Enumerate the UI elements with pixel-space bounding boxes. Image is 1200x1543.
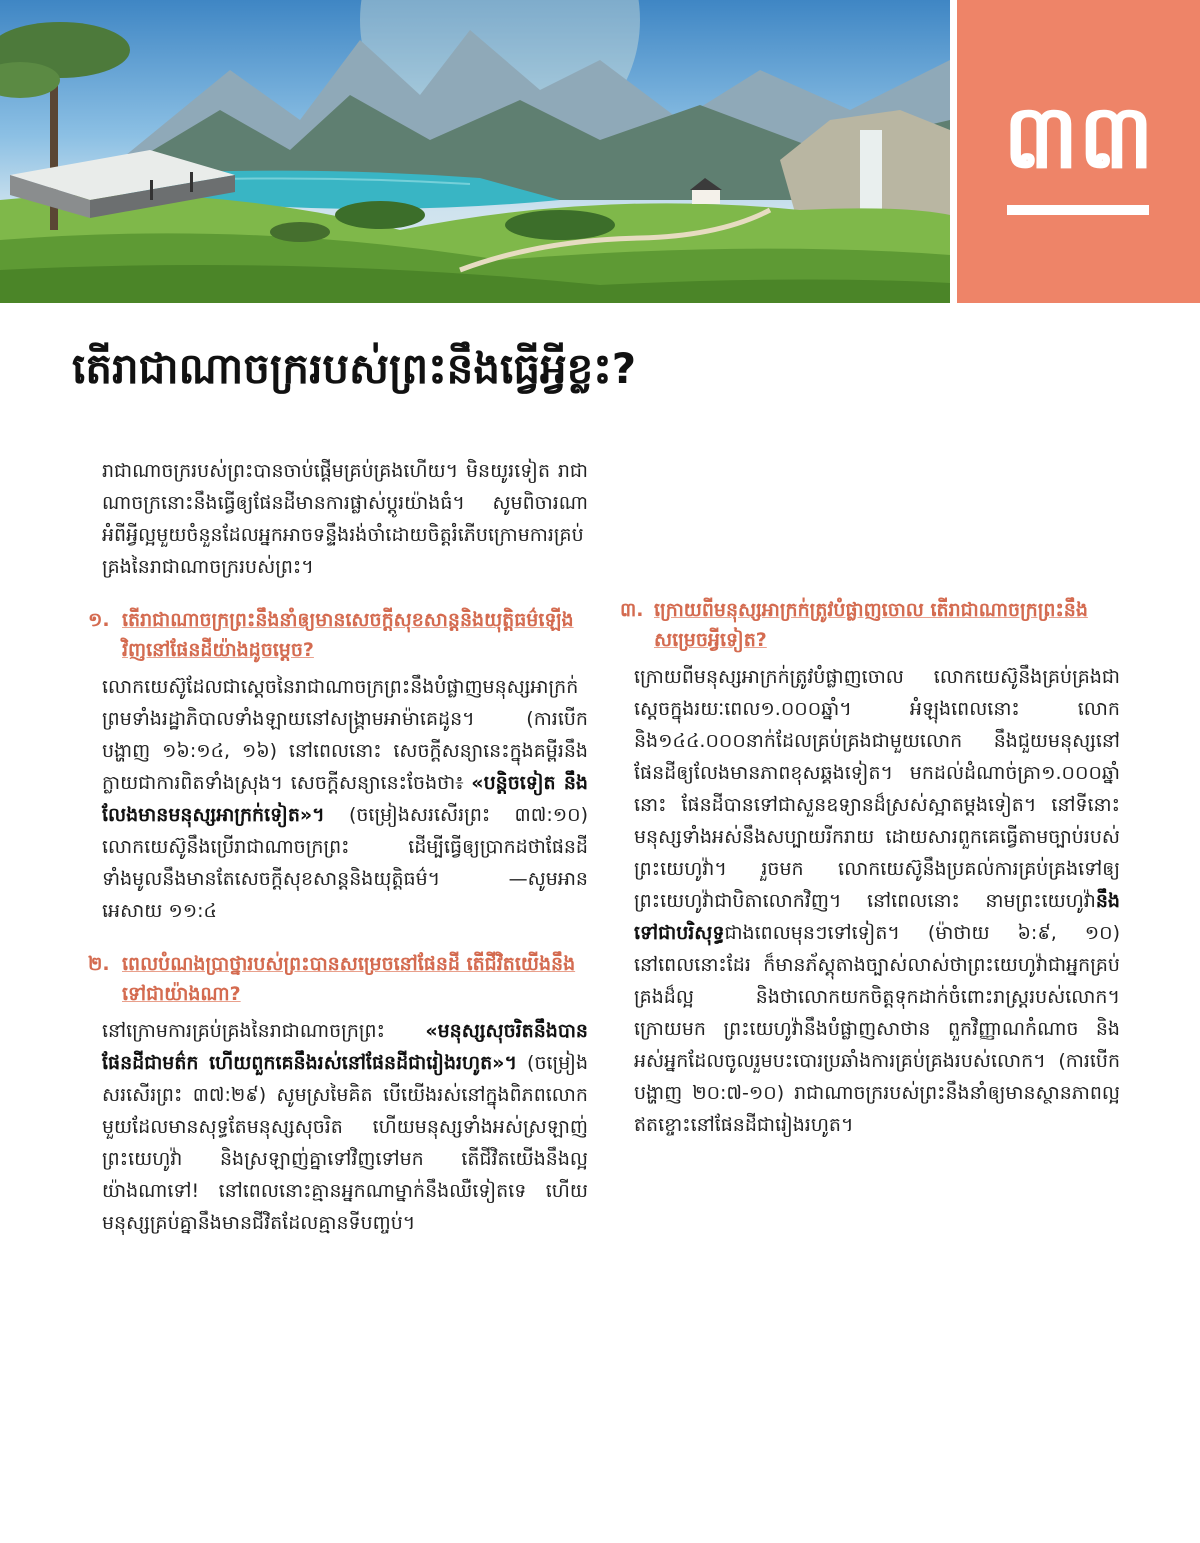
answer-3-text-a: ក្រោយពីមនុស្សអាក្រក់ត្រូវបំផ្លាញចោល លោកយេស៊ូនឹងគ្រប់គ្រងជាស្ដេចក្នុងរយៈពេល១.០០០ឆ្នាំ។ អំឡុងពេលនោះ លោកនិង១៤៤.០០០នាក់ដែលគ្រប់គ្រងជាមួយលោក នឹងជួយមនុស្សនៅផែនដីឲ្យលែងមានភាពខុសឆ្គងទៀត។ មកដល់ដំណាច់គ្រា១.០០០ឆ្នាំនោះ ផែនដីបានទៅជាសួនឧទ្យានដ៏ស្រស់ស្អាតម្ដងទៀត។ នៅទីនោះមនុស្សទាំងអស់នឹងសប្បាយរីករាយ ដោយសារពួកគេធ្វើតាមច្បាប់របស់ព្រះយេហូវ៉ា។ រួចមក លោកយេស៊ូនឹងប្រគល់ការគ្រប់គ្រងទៅឲ្យព្រះយេហូវ៉ាជាបិតាលោកវិញ។ នៅពេលនោះ នាមព្រះយេហូវ៉ា	[634, 666, 1120, 912]
badge-underline	[1007, 205, 1149, 215]
right-column	[620, 455, 1120, 1141]
question-2-title: ពេលបំណងប្រាថ្នារបស់ព្រះបានសម្រេចនៅផែនដី តើជីវិតយើងនឹងទៅជាយ៉ាងណា?	[122, 953, 576, 1005]
hero-landscape-image	[0, 0, 950, 303]
question-2-heading	[88, 949, 588, 1009]
question-3-title: ក្រោយពីមនុស្សអាក្រក់ត្រូវបំផ្លាញចោល តើរាជាណាចក្រព្រះនឹងសម្រេចអ្វីទៀត?	[654, 599, 1088, 651]
answer-1-text-a: លោកយេស៊ូដែលជាស្ដេចនៃរាជាណាចក្រព្រះនឹងបំផ្លាញមនុស្សអាក្រក់ ព្រមទាំងរដ្ឋាភិបាលទាំងឡាយនៅសង្គ្រាមអាម៉ាគេដូន។ (ការបើកបង្ហាញ ១៦:១៤, ១៦) នៅពេលនោះ សេចក្ដីសន្យានេះក្នុងគម្ពីរនឹងក្លាយជាការពិតទាំងស្រុង។ សេចក្ដីសន្យានេះចែងថា៖	[102, 676, 588, 794]
answer-2-paragraph	[88, 1015, 588, 1239]
page-title: តើរាជាណាចក្ររបស់ព្រះនឹងធ្វើអ្វីខ្លះ?	[72, 344, 637, 393]
question-1-number: ១.	[88, 609, 110, 631]
answer-1-text-b: (ចម្រៀងសរសើរព្រះ ៣៧:១០) លោកយេស៊ូនឹងប្រើរាជាណាចក្រព្រះ ដើម្បីធ្វើឲ្យប្រាកដថាផែនដីទាំងមូលនឹងមានតែសេចក្ដីសុខសាន្តនិងយុត្តិធម៌។ —សូមអាន អេសាយ ១១:៤	[102, 804, 588, 922]
answer-3-paragraph	[620, 661, 1120, 1141]
intro-paragraph: រាជាណាចក្ររបស់ព្រះបានចាប់ផ្ដើមគ្រប់គ្រងហើយ។ មិនយូរទៀត រាជាណាចក្រនោះនឹងធ្វើឲ្យផែនដីមានការផ្លាស់ប្ដូរយ៉ាងធំ។ សូមពិចារណាអំពីអ្វីល្អមួយចំនួនដែលអ្នកអាចទន្ទឹងរង់ចាំដោយចិត្តរំភើបក្រោមការគ្រប់គ្រងនៃរាជាណាចក្ររបស់ព្រះ។	[102, 460, 588, 578]
lesson-number-badge	[957, 0, 1200, 303]
answer-2-text-b: (ចម្រៀងសរសើរព្រះ ៣៧:២៩) សូមស្រមៃគិត បើយើងរស់នៅក្នុងពិភពលោកមួយដែលមានសុទ្ធតែមនុស្សសុចរិត ហើយមនុស្សទាំងអស់ស្រឡាញ់ព្រះយេហូវ៉ា និងស្រឡាញ់គ្នាទៅវិញទៅមក តើជីវិតយើងនឹងល្អយ៉ាងណាទៅ! នៅពេលនោះគ្មានអ្នកណាម្នាក់នឹងឈឺទៀតទេ ហើយមនុស្សគ្រប់គ្នានឹងមានជីវិតដែលគ្មានទីបញ្ចប់។	[102, 1052, 588, 1234]
question-3-number: ៣.	[620, 599, 644, 621]
question-2-number: ២.	[88, 953, 110, 975]
lesson-number: ៣៣	[1003, 84, 1154, 188]
landscape-illustration	[0, 0, 950, 303]
answer-3-emphasis: នឹងទៅជាបរិសុទ្ធ	[634, 890, 1120, 944]
left-column	[88, 455, 588, 1239]
answer-1-quote: «បន្តិចទៀត នឹងលែងមានមនុស្សអាក្រក់ទៀត»។	[102, 772, 588, 826]
answer-1-paragraph	[88, 671, 588, 927]
question-1-heading	[88, 605, 588, 665]
answer-2-text-a: នៅក្រោមការគ្រប់គ្រងនៃរាជាណាចក្រព្រះ	[102, 1020, 426, 1042]
answer-2-quote: «មនុស្សសុចរិតនឹងបានផែនដីជាមត៌ក ហើយពួកគេនឹងរស់នៅផែនដីជារៀងរហូត»។	[102, 1020, 588, 1074]
answer-3-text-b: ជាងពេលមុនៗទៅទៀត។ (ម៉ាថាយ ៦:៩, ១០) នៅពេលនោះដែរ ក៏មានភ័ស្តុតាងច្បាស់លាស់ថាព្រះយេហូវ៉ាជាអ្នកគ្រប់គ្រងដ៏ល្អ និងថាលោកយកចិត្តទុកដាក់ចំពោះរាស្ត្ររបស់លោក។ ក្រោយមក ព្រះយេហូវ៉ានឹងបំផ្លាញសាថាន ពួកវិញ្ញាណកំណាច និងអស់អ្នកដែលចូលរួមបះបោរប្រឆាំងការគ្រប់គ្រងរបស់លោក។ (ការបើកបង្ហាញ ២០:៧-១០) រាជាណាចក្ររបស់ព្រះនឹងនាំឲ្យមានស្ថានភាពល្អឥតខ្ចោះនៅផែនដីជារៀងរហូត។	[634, 922, 1120, 1136]
question-1-title: តើរាជាណាចក្រព្រះនឹងនាំឲ្យមានសេចក្ដីសុខសាន្តនិងយុត្តិធម៌ឡើងវិញនៅផែនដីយ៉ាងដូចម្ដេច?	[122, 609, 574, 661]
question-3-heading	[620, 595, 1120, 655]
